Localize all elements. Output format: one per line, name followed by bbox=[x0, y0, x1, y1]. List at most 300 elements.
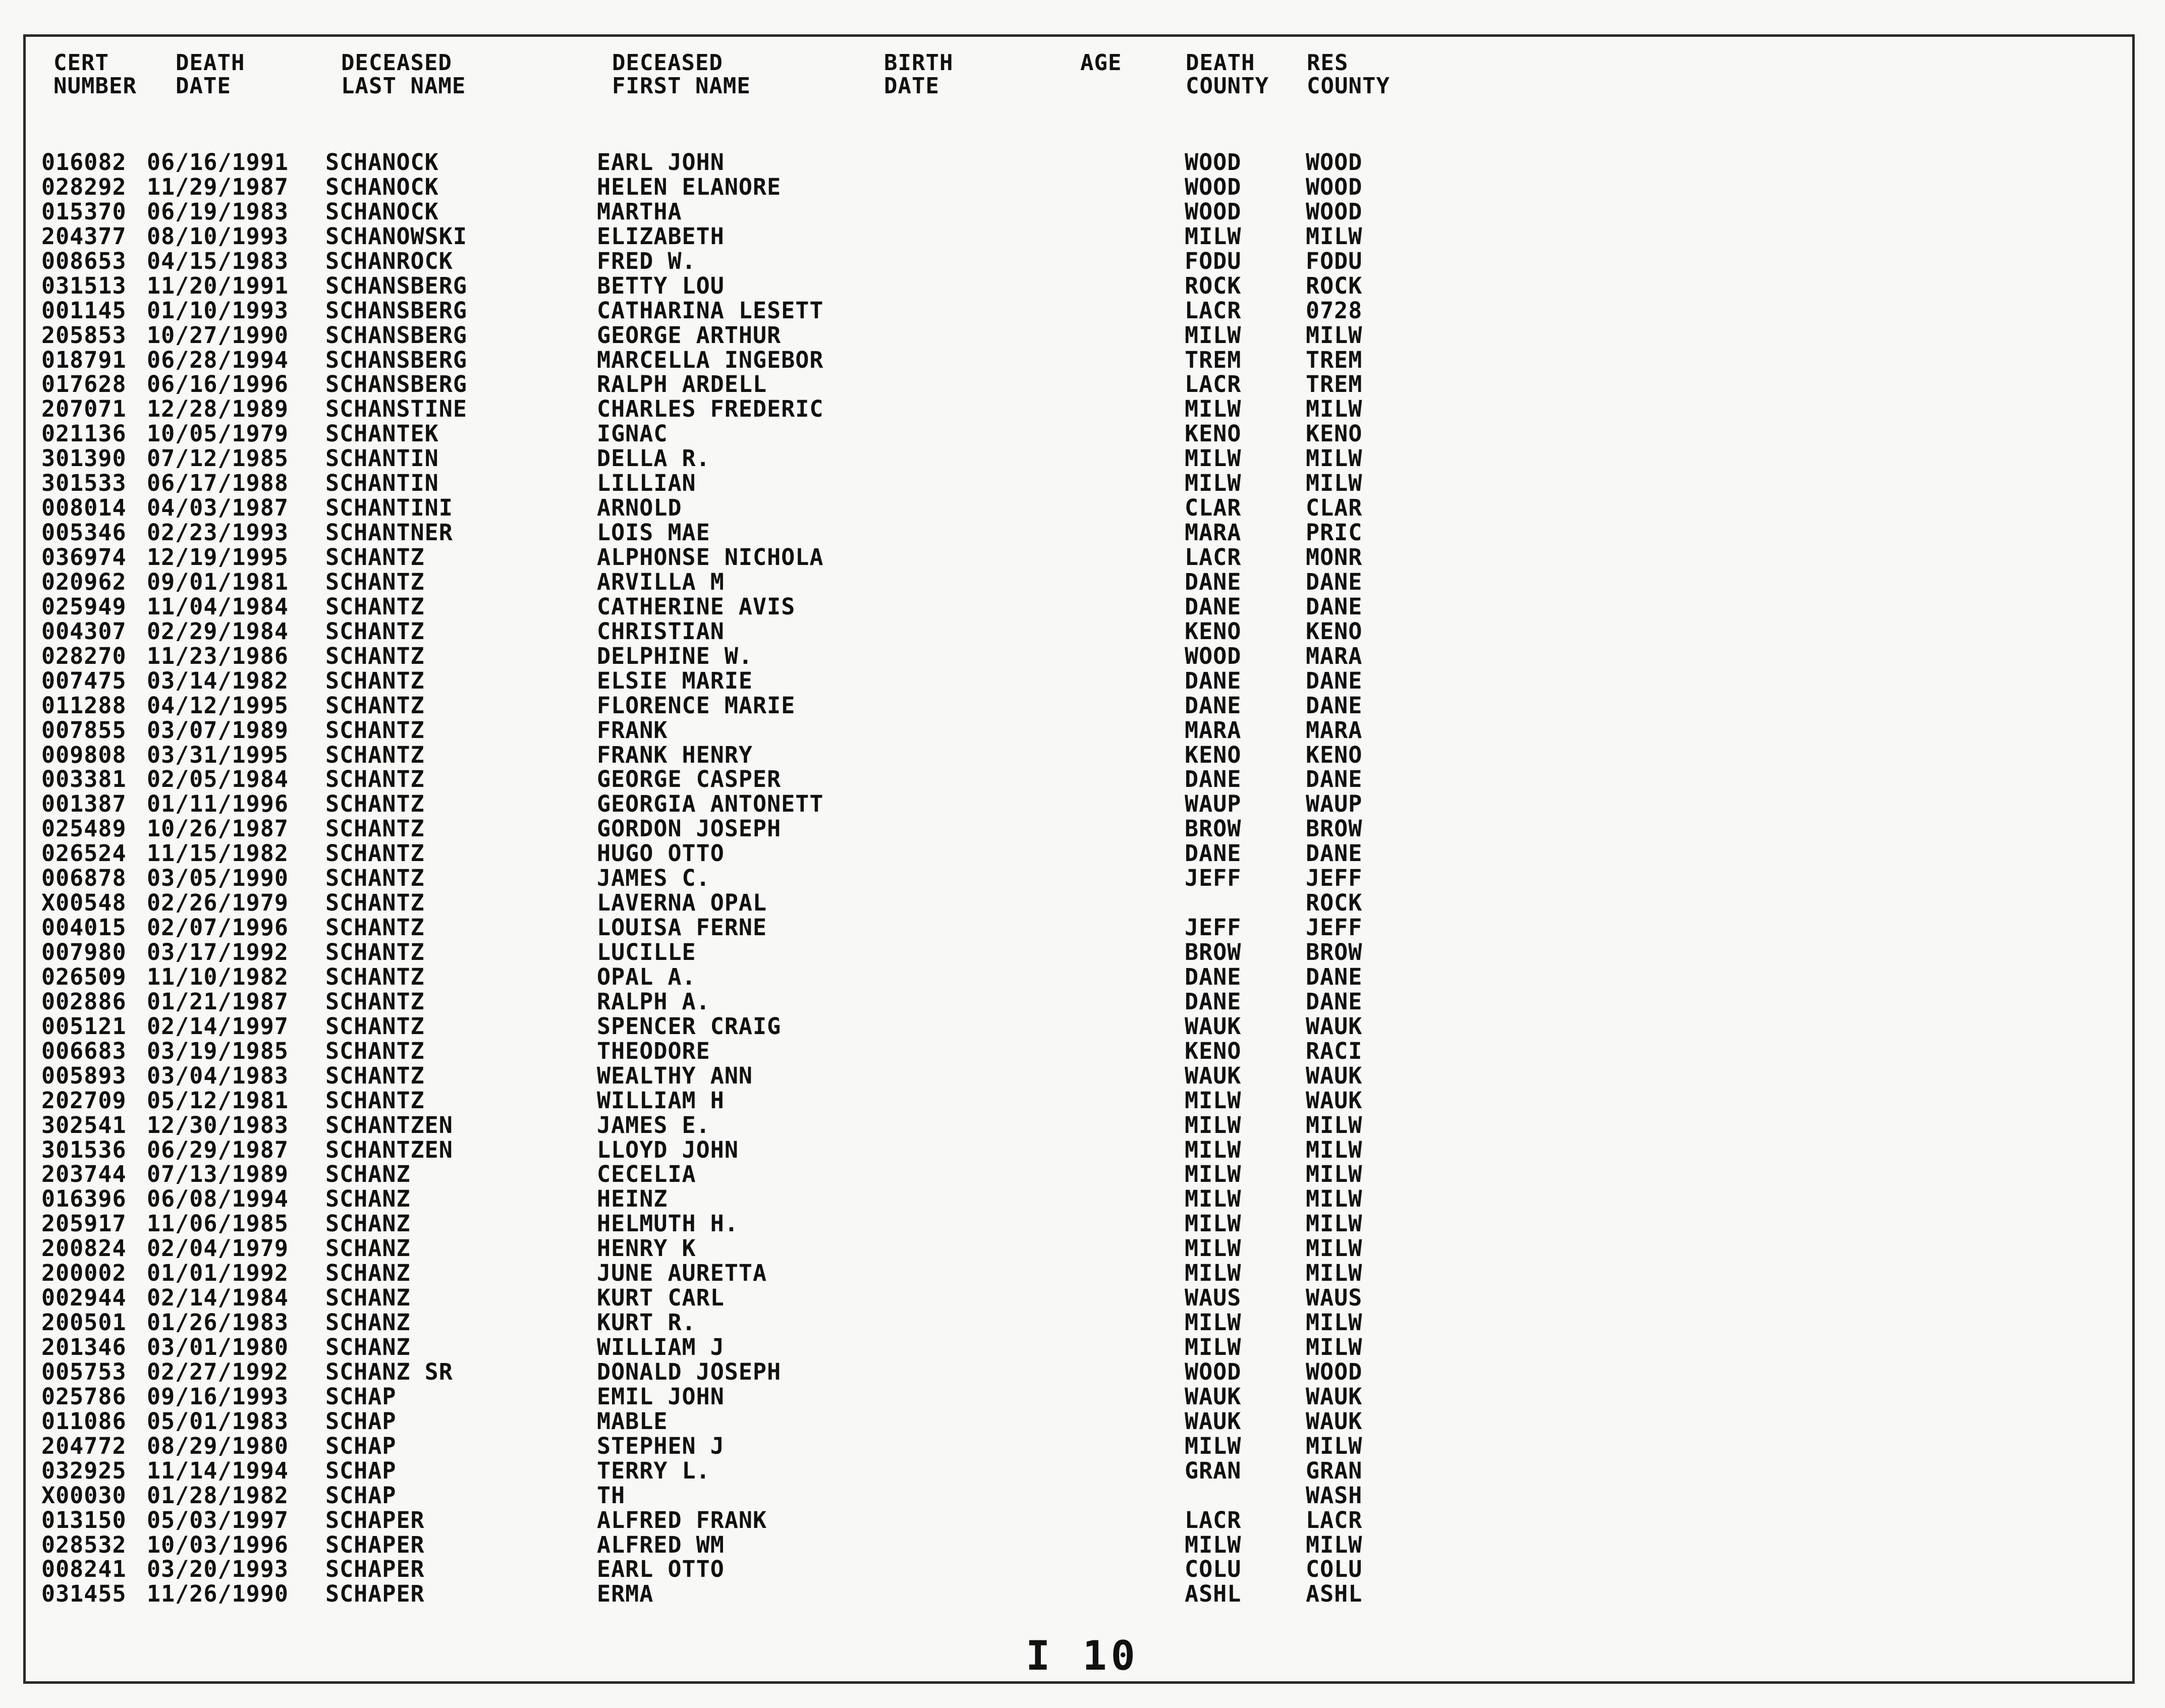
death-date-cell: 06/16/1991 bbox=[147, 149, 289, 176]
table-row bbox=[0, 718, 2165, 743]
last-name-cell: SCHANTZEN bbox=[325, 1111, 453, 1138]
first-name-cell: GEORGIA ANTONETT bbox=[597, 790, 824, 818]
res-county-cell: DANE bbox=[1306, 963, 1363, 990]
table-row bbox=[0, 471, 2165, 496]
cert-number-cell: 007475 bbox=[41, 667, 127, 694]
death-county-cell: LACR bbox=[1185, 371, 1242, 398]
table-row bbox=[0, 348, 2165, 373]
death-date-cell: 03/05/1990 bbox=[147, 865, 289, 892]
death-date-cell: 08/29/1980 bbox=[147, 1432, 289, 1459]
first-name-cell: TERRY L. bbox=[597, 1457, 710, 1484]
first-name-cell: IGNAC bbox=[597, 420, 668, 447]
death-date-cell: 10/03/1996 bbox=[147, 1531, 289, 1558]
first-name-cell: ERMA bbox=[597, 1580, 654, 1608]
first-name-cell: GORDON JOSEPH bbox=[597, 815, 782, 842]
first-name-cell: OPAL A. bbox=[597, 963, 696, 990]
table-row bbox=[0, 866, 2165, 891]
death-county-cell: BROW bbox=[1185, 939, 1242, 965]
death-date-cell: 06/08/1994 bbox=[147, 1185, 289, 1213]
res-county-cell: MILW bbox=[1306, 1309, 1363, 1336]
first-name-cell: JAMES E. bbox=[597, 1111, 710, 1138]
last-name-cell: SCHANTZ bbox=[325, 1012, 425, 1040]
last-name-cell: SCHANSTINE bbox=[325, 395, 467, 423]
table-row bbox=[0, 521, 2165, 545]
cert-number-cell: 005893 bbox=[41, 1062, 127, 1089]
cert-number-cell: X00030 bbox=[41, 1482, 127, 1509]
table-row bbox=[0, 1014, 2165, 1039]
table-row bbox=[0, 1508, 2165, 1533]
death-county-cell: MILW bbox=[1185, 1185, 1242, 1213]
cert-number-cell: 031513 bbox=[41, 272, 127, 299]
res-county-cell: WOOD bbox=[1306, 1358, 1363, 1385]
last-name-cell: SCHANSBERG bbox=[325, 272, 467, 299]
table-row bbox=[0, 1236, 2165, 1261]
res-county-cell: DANE bbox=[1306, 568, 1363, 595]
death-county-cell: MILW bbox=[1185, 470, 1242, 497]
death-date-cell: 05/12/1981 bbox=[147, 1087, 289, 1114]
first-name-cell: WILLIAM H bbox=[597, 1087, 725, 1114]
first-name-cell: JUNE AURETTA bbox=[597, 1260, 767, 1287]
res-county-cell: MILW bbox=[1306, 222, 1363, 250]
last-name-cell: SCHANTZ bbox=[325, 840, 425, 867]
res-county-cell: WAUK bbox=[1306, 1062, 1363, 1089]
first-name-cell: FLORENCE MARIE bbox=[597, 692, 796, 719]
cert-number-cell: 013150 bbox=[41, 1506, 127, 1533]
death-date-cell: 01/01/1992 bbox=[147, 1260, 289, 1287]
first-name-cell: STEPHEN J bbox=[597, 1432, 725, 1459]
res-county-cell: MARA bbox=[1306, 716, 1363, 744]
first-name-cell: EMIL JOHN bbox=[597, 1383, 725, 1410]
first-name-cell: LUCILLE bbox=[597, 939, 696, 965]
cert-number-cell: X00548 bbox=[41, 889, 127, 917]
table-row bbox=[0, 1360, 2165, 1385]
table-row bbox=[0, 446, 2165, 471]
last-name-cell: SCHAPER bbox=[325, 1580, 425, 1608]
first-name-cell: MABLE bbox=[597, 1407, 668, 1435]
last-name-cell: SCHANTZ bbox=[325, 716, 425, 744]
first-name-cell: GEORGE ARTHUR bbox=[597, 321, 782, 349]
first-name-cell: LILLIAN bbox=[597, 470, 696, 497]
cert-number-cell: 200824 bbox=[41, 1235, 127, 1262]
res-county-cell: BROW bbox=[1306, 939, 1363, 965]
last-name-cell: SCHANTZ bbox=[325, 593, 425, 620]
res-county-cell: LACR bbox=[1306, 1506, 1363, 1533]
table-row bbox=[0, 496, 2165, 521]
header-last-name: DECEASED LAST NAME bbox=[341, 50, 466, 99]
death-county-cell: DANE bbox=[1185, 840, 1242, 867]
death-date-cell: 03/20/1993 bbox=[147, 1556, 289, 1583]
table-row bbox=[0, 669, 2165, 694]
table-row bbox=[0, 694, 2165, 718]
cert-number-cell: 201346 bbox=[41, 1334, 127, 1360]
res-county-cell: WAUK bbox=[1306, 1383, 1363, 1410]
death-county-cell: MILW bbox=[1185, 1334, 1242, 1360]
first-name-cell: CECELIA bbox=[597, 1161, 696, 1188]
last-name-cell: SCHANZ bbox=[325, 1161, 411, 1188]
table-row bbox=[0, 1162, 2165, 1187]
first-name-cell: EARL OTTO bbox=[597, 1556, 725, 1583]
last-name-cell: SCHANSBERG bbox=[325, 297, 467, 324]
death-date-cell: 11/20/1991 bbox=[147, 272, 289, 299]
cert-number-cell: 003381 bbox=[41, 766, 127, 793]
res-county-cell: DANE bbox=[1306, 593, 1363, 620]
first-name-cell: BETTY LOU bbox=[597, 272, 725, 299]
table-row bbox=[0, 965, 2165, 990]
table-row bbox=[0, 767, 2165, 792]
death-date-cell: 02/14/1997 bbox=[147, 1012, 289, 1040]
first-name-cell: JAMES C. bbox=[597, 865, 710, 892]
death-county-cell: MARA bbox=[1185, 716, 1242, 744]
res-county-cell: RACI bbox=[1306, 1037, 1363, 1064]
death-county-cell: MARA bbox=[1185, 519, 1242, 546]
death-date-cell: 04/15/1983 bbox=[147, 247, 289, 274]
death-county-cell: MILW bbox=[1185, 395, 1242, 423]
record-table bbox=[0, 150, 2165, 1607]
table-row bbox=[0, 1533, 2165, 1558]
last-name-cell: SCHANTZ bbox=[325, 741, 425, 768]
death-county-cell: GRAN bbox=[1185, 1457, 1242, 1484]
death-county-cell: MILW bbox=[1185, 445, 1242, 472]
first-name-cell: ALFRED FRANK bbox=[597, 1506, 767, 1533]
table-row bbox=[0, 1286, 2165, 1311]
cert-number-cell: 032925 bbox=[41, 1457, 127, 1484]
first-name-cell: HUGO OTTO bbox=[597, 840, 725, 867]
death-date-cell: 04/03/1987 bbox=[147, 494, 289, 522]
last-name-cell: SCHANTZ bbox=[325, 889, 425, 917]
last-name-cell: SCHANTZ bbox=[325, 815, 425, 842]
table-row bbox=[0, 1484, 2165, 1508]
last-name-cell: SCHANTZ bbox=[325, 914, 425, 941]
cert-number-cell: 011288 bbox=[41, 692, 127, 719]
cert-number-cell: 025949 bbox=[41, 593, 127, 620]
death-date-cell: 11/26/1990 bbox=[147, 1580, 289, 1608]
res-county-cell: KENO bbox=[1306, 617, 1363, 645]
death-county-cell: MILW bbox=[1185, 321, 1242, 349]
table-row bbox=[0, 1582, 2165, 1607]
death-county-cell: WAUK bbox=[1185, 1407, 1242, 1435]
first-name-cell: LAVERNA OPAL bbox=[597, 889, 767, 917]
cert-number-cell: 006878 bbox=[41, 865, 127, 892]
cert-number-cell: 002886 bbox=[41, 988, 127, 1015]
res-county-cell: GRAN bbox=[1306, 1457, 1363, 1484]
death-date-cell: 03/17/1992 bbox=[147, 939, 289, 965]
table-row bbox=[0, 891, 2165, 916]
death-date-cell: 05/01/1983 bbox=[147, 1407, 289, 1435]
cert-number-cell: 004307 bbox=[41, 617, 127, 645]
header-res-county: RES COUNTY bbox=[1307, 50, 1390, 99]
last-name-cell: SCHANTZ bbox=[325, 766, 425, 793]
table-row bbox=[0, 200, 2165, 224]
cert-number-cell: 204377 bbox=[41, 222, 127, 250]
header-birth-date: BIRTH DATE bbox=[884, 50, 954, 99]
death-county-cell: MILW bbox=[1185, 222, 1242, 250]
table-row bbox=[0, 792, 2165, 817]
death-date-cell: 11/14/1994 bbox=[147, 1457, 289, 1484]
cert-number-cell: 001387 bbox=[41, 790, 127, 818]
first-name-cell: KURT R. bbox=[597, 1309, 696, 1336]
table-row bbox=[0, 372, 2165, 397]
death-date-cell: 10/26/1987 bbox=[147, 815, 289, 842]
table-row bbox=[0, 299, 2165, 323]
table-row bbox=[0, 1261, 2165, 1286]
last-name-cell: SCHANTZ bbox=[325, 1062, 425, 1089]
death-county-cell: KENO bbox=[1185, 420, 1242, 447]
death-county-cell: KENO bbox=[1185, 617, 1242, 645]
death-date-cell: 04/12/1995 bbox=[147, 692, 289, 719]
death-date-cell: 01/21/1987 bbox=[147, 988, 289, 1015]
death-date-cell: 06/29/1987 bbox=[147, 1136, 289, 1163]
res-county-cell: FODU bbox=[1306, 247, 1363, 274]
table-row bbox=[0, 1113, 2165, 1138]
death-county-cell: LACR bbox=[1185, 544, 1242, 571]
last-name-cell: SCHAPER bbox=[325, 1506, 425, 1533]
cert-number-cell: 203744 bbox=[41, 1161, 127, 1188]
death-date-cell: 03/14/1982 bbox=[147, 667, 289, 694]
res-county-cell: KENO bbox=[1306, 420, 1363, 447]
first-name-cell: WILLIAM J bbox=[597, 1334, 725, 1360]
death-date-cell: 02/07/1996 bbox=[147, 914, 289, 941]
death-county-cell: KENO bbox=[1185, 741, 1242, 768]
last-name-cell: SCHANOCK bbox=[325, 198, 439, 225]
res-county-cell: MILW bbox=[1306, 1235, 1363, 1262]
cert-number-cell: 005346 bbox=[41, 519, 127, 546]
header-death-county: DEATH COUNTY bbox=[1186, 50, 1269, 99]
cert-number-cell: 005121 bbox=[41, 1012, 127, 1040]
table-row bbox=[0, 1187, 2165, 1212]
header-death-date: DEATH DATE bbox=[176, 50, 245, 99]
cert-number-cell: 016396 bbox=[41, 1185, 127, 1213]
cert-number-cell: 301390 bbox=[41, 445, 127, 472]
table-row bbox=[0, 743, 2165, 768]
res-county-cell: WAUS bbox=[1306, 1284, 1363, 1312]
death-county-cell: ROCK bbox=[1185, 272, 1242, 299]
death-date-cell: 02/29/1984 bbox=[147, 617, 289, 645]
cert-number-cell: 008241 bbox=[41, 1556, 127, 1583]
first-name-cell: MARTHA bbox=[597, 198, 682, 225]
last-name-cell: SCHAP bbox=[325, 1457, 397, 1484]
death-county-cell: FODU bbox=[1185, 247, 1242, 274]
cert-number-cell: 020962 bbox=[41, 568, 127, 595]
death-date-cell: 06/17/1988 bbox=[147, 470, 289, 497]
last-name-cell: SCHANTZ bbox=[325, 667, 425, 694]
last-name-cell: SCHANTIN bbox=[325, 445, 439, 472]
last-name-cell: SCHANROCK bbox=[325, 247, 453, 274]
res-county-cell: MILW bbox=[1306, 321, 1363, 349]
first-name-cell: FRANK bbox=[597, 716, 668, 744]
death-date-cell: 05/03/1997 bbox=[147, 1506, 289, 1533]
death-date-cell: 02/14/1984 bbox=[147, 1284, 289, 1312]
last-name-cell: SCHANSBERG bbox=[325, 346, 467, 373]
death-date-cell: 06/19/1983 bbox=[147, 198, 289, 225]
first-name-cell: RALPH A. bbox=[597, 988, 710, 1015]
table-row bbox=[0, 1311, 2165, 1335]
table-row bbox=[0, 570, 2165, 595]
death-date-cell: 11/29/1987 bbox=[147, 173, 289, 200]
table-row bbox=[0, 422, 2165, 446]
last-name-cell: SCHAP bbox=[325, 1407, 397, 1435]
res-county-cell: WASH bbox=[1306, 1482, 1363, 1509]
table-row bbox=[0, 323, 2165, 348]
cert-number-cell: 301536 bbox=[41, 1136, 127, 1163]
last-name-cell: SCHAP bbox=[325, 1432, 397, 1459]
cert-number-cell: 031455 bbox=[41, 1580, 127, 1608]
cert-number-cell: 028270 bbox=[41, 642, 127, 669]
cert-number-cell: 005753 bbox=[41, 1358, 127, 1385]
res-county-cell: MILW bbox=[1306, 470, 1363, 497]
first-name-cell: TH bbox=[597, 1482, 626, 1509]
last-name-cell: SCHANTZ bbox=[325, 963, 425, 990]
table-row bbox=[0, 249, 2165, 274]
cert-number-cell: 016082 bbox=[41, 149, 127, 176]
death-county-cell: WOOD bbox=[1185, 642, 1242, 669]
last-name-cell: SCHANOCK bbox=[325, 149, 439, 176]
first-name-cell: KURT CARL bbox=[597, 1284, 725, 1312]
death-county-cell: WAUK bbox=[1185, 1012, 1242, 1040]
first-name-cell: CHRISTIAN bbox=[597, 617, 725, 645]
last-name-cell: SCHANTZ bbox=[325, 988, 425, 1015]
res-county-cell: MILW bbox=[1306, 1185, 1363, 1213]
death-county-cell: MILW bbox=[1185, 1161, 1242, 1188]
header-age: AGE bbox=[1080, 50, 1122, 76]
death-date-cell: 03/04/1983 bbox=[147, 1062, 289, 1089]
first-name-cell: DELPHINE W. bbox=[597, 642, 753, 669]
cert-number-cell: 202709 bbox=[41, 1087, 127, 1114]
last-name-cell: SCHANTZ bbox=[325, 1087, 425, 1114]
death-date-cell: 11/15/1982 bbox=[147, 840, 289, 867]
first-name-cell: ALFRED WM bbox=[597, 1531, 725, 1558]
death-county-cell: DANE bbox=[1185, 963, 1242, 990]
cert-number-cell: 008014 bbox=[41, 494, 127, 522]
death-county-cell: MILW bbox=[1185, 1136, 1242, 1163]
table-row bbox=[0, 175, 2165, 200]
res-county-cell: WAUP bbox=[1306, 790, 1363, 818]
death-county-cell: MILW bbox=[1185, 1531, 1242, 1558]
last-name-cell: SCHANOWSKI bbox=[325, 222, 467, 250]
cert-number-cell: 011086 bbox=[41, 1407, 127, 1435]
death-county-cell: DANE bbox=[1185, 766, 1242, 793]
death-county-cell: COLU bbox=[1185, 1556, 1242, 1583]
first-name-cell: ELSIE MARIE bbox=[597, 667, 753, 694]
table-row bbox=[0, 150, 2165, 175]
table-row bbox=[0, 940, 2165, 965]
last-name-cell: SCHANTZ bbox=[325, 939, 425, 965]
death-date-cell: 02/04/1979 bbox=[147, 1235, 289, 1262]
last-name-cell: SCHANZ bbox=[325, 1235, 411, 1262]
death-county-cell: LACR bbox=[1185, 1506, 1242, 1533]
cert-number-cell: 205853 bbox=[41, 321, 127, 349]
last-name-cell: SCHANTZ bbox=[325, 865, 425, 892]
table-row bbox=[0, 619, 2165, 644]
cert-number-cell: 018791 bbox=[41, 346, 127, 373]
death-county-cell: WAUP bbox=[1185, 790, 1242, 818]
last-name-cell: SCHAP bbox=[325, 1383, 397, 1410]
res-county-cell: JEFF bbox=[1306, 865, 1363, 892]
last-name-cell: SCHANZ bbox=[325, 1334, 411, 1360]
cert-number-cell: 008653 bbox=[41, 247, 127, 274]
res-county-cell: COLU bbox=[1306, 1556, 1363, 1583]
last-name-cell: SCHANTZ bbox=[325, 568, 425, 595]
death-county-cell: DANE bbox=[1185, 692, 1242, 719]
cert-number-cell: 026524 bbox=[41, 840, 127, 867]
table-row bbox=[0, 1089, 2165, 1113]
table-row bbox=[0, 916, 2165, 940]
cert-number-cell: 036974 bbox=[41, 544, 127, 571]
res-county-cell: WAUK bbox=[1306, 1087, 1363, 1114]
death-date-cell: 10/27/1990 bbox=[147, 321, 289, 349]
first-name-cell: HELMUTH H. bbox=[597, 1210, 739, 1237]
res-county-cell: MILW bbox=[1306, 1432, 1363, 1459]
cert-number-cell: 207071 bbox=[41, 395, 127, 423]
res-county-cell: MILW bbox=[1306, 1334, 1363, 1360]
death-county-cell: DANE bbox=[1185, 593, 1242, 620]
res-county-cell: MILW bbox=[1306, 445, 1363, 472]
death-date-cell: 08/10/1993 bbox=[147, 222, 289, 250]
cert-number-cell: 025786 bbox=[41, 1383, 127, 1410]
table-row bbox=[0, 224, 2165, 249]
death-county-cell: MILW bbox=[1185, 1260, 1242, 1287]
first-name-cell: FRANK HENRY bbox=[597, 741, 753, 768]
death-county-cell: TREM bbox=[1185, 346, 1242, 373]
death-county-cell: MILW bbox=[1185, 1111, 1242, 1138]
res-county-cell: KENO bbox=[1306, 741, 1363, 768]
death-date-cell: 09/16/1993 bbox=[147, 1383, 289, 1410]
death-date-cell: 03/19/1985 bbox=[147, 1037, 289, 1064]
death-date-cell: 03/01/1980 bbox=[147, 1334, 289, 1360]
cert-number-cell: 026509 bbox=[41, 963, 127, 990]
res-county-cell: TREM bbox=[1306, 371, 1363, 398]
death-county-cell: DANE bbox=[1185, 568, 1242, 595]
res-county-cell: TREM bbox=[1306, 346, 1363, 373]
cert-number-cell: 204772 bbox=[41, 1432, 127, 1459]
last-name-cell: SCHANTZ bbox=[325, 790, 425, 818]
first-name-cell: CHARLES FREDERIC bbox=[597, 395, 824, 423]
last-name-cell: SCHANTZ bbox=[325, 617, 425, 645]
first-name-cell: SPENCER CRAIG bbox=[597, 1012, 782, 1040]
table-row bbox=[0, 1064, 2165, 1089]
first-name-cell: DONALD JOSEPH bbox=[597, 1358, 782, 1385]
last-name-cell: SCHAP bbox=[325, 1482, 397, 1509]
death-county-cell: WOOD bbox=[1185, 173, 1242, 200]
res-county-cell: MILW bbox=[1306, 1161, 1363, 1188]
res-county-cell: 0728 bbox=[1306, 297, 1363, 324]
last-name-cell: SCHANTINI bbox=[325, 494, 453, 522]
table-row bbox=[0, 1459, 2165, 1484]
table-row bbox=[0, 644, 2165, 669]
res-county-cell: ASHL bbox=[1306, 1580, 1363, 1608]
first-name-cell: HENRY K bbox=[597, 1235, 696, 1262]
last-name-cell: SCHANZ bbox=[325, 1260, 411, 1287]
res-county-cell: MILW bbox=[1306, 1136, 1363, 1163]
res-county-cell: WOOD bbox=[1306, 198, 1363, 225]
res-county-cell: JEFF bbox=[1306, 914, 1363, 941]
death-date-cell: 02/05/1984 bbox=[147, 766, 289, 793]
first-name-cell: LOUISA FERNE bbox=[597, 914, 767, 941]
death-date-cell: 03/07/1989 bbox=[147, 716, 289, 744]
death-date-cell: 11/23/1986 bbox=[147, 642, 289, 669]
res-county-cell: WOOD bbox=[1306, 173, 1363, 200]
last-name-cell: SCHANTZ bbox=[325, 1037, 425, 1064]
cert-number-cell: 009808 bbox=[41, 741, 127, 768]
table-row bbox=[0, 1335, 2165, 1360]
table-row bbox=[0, 1409, 2165, 1434]
death-date-cell: 11/04/1984 bbox=[147, 593, 289, 620]
cert-number-cell: 021136 bbox=[41, 420, 127, 447]
last-name-cell: SCHANTEK bbox=[325, 420, 439, 447]
res-county-cell: DANE bbox=[1306, 692, 1363, 719]
last-name-cell: SCHANSBERG bbox=[325, 321, 467, 349]
page-number: I 10 bbox=[1026, 1632, 1139, 1679]
first-name-cell: GEORGE CASPER bbox=[597, 766, 782, 793]
